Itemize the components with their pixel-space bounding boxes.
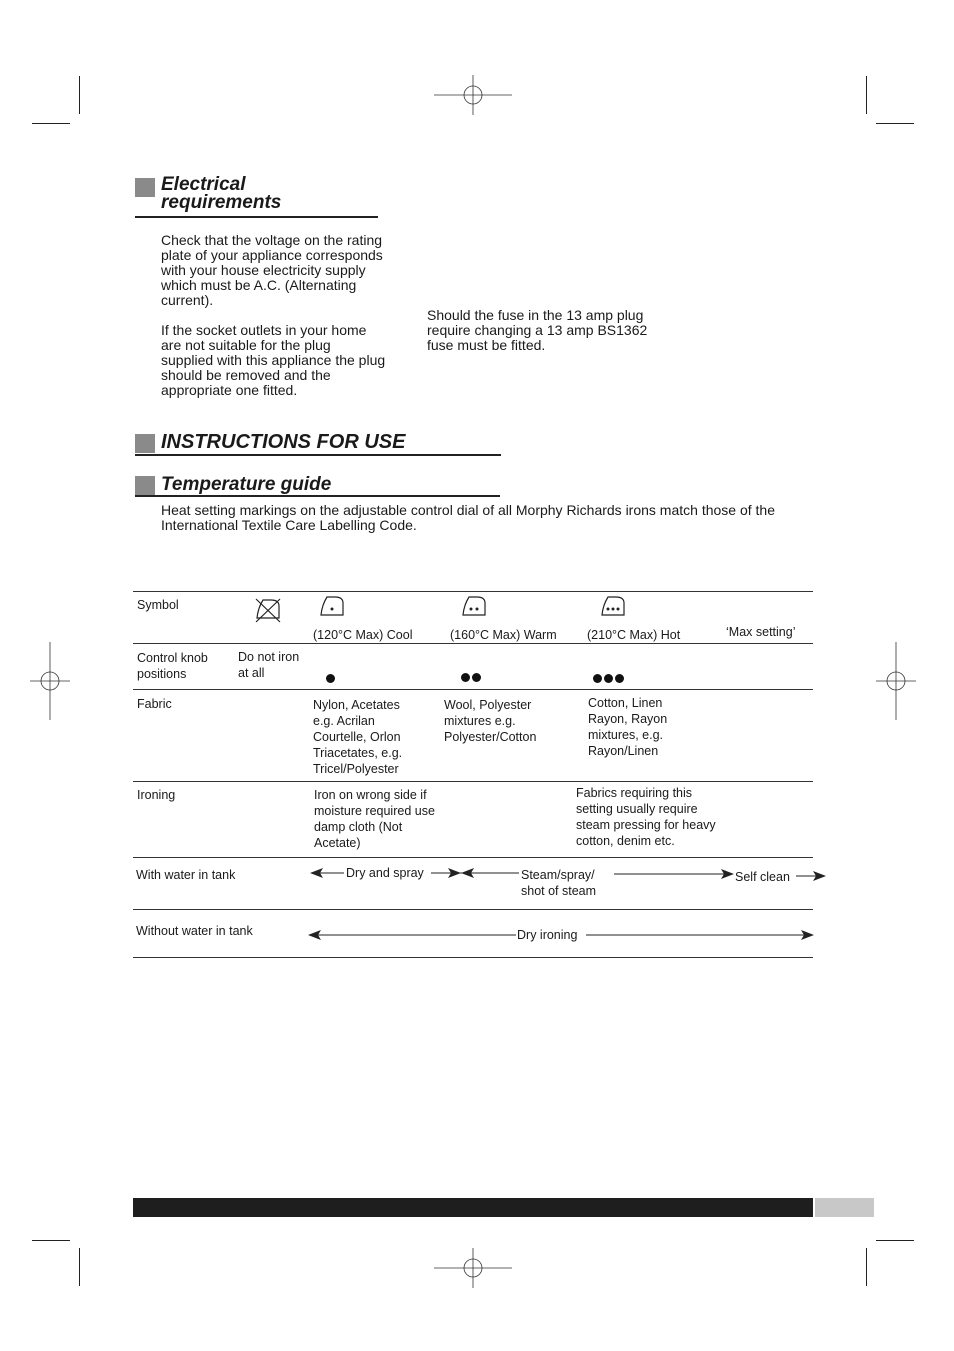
footer-page-tab xyxy=(815,1198,874,1217)
heading-marker xyxy=(135,476,155,495)
knob-dots-warm xyxy=(461,669,483,687)
arrow-right-head xyxy=(614,868,734,880)
heading-marker xyxy=(135,178,155,197)
ironing-hot: Fabrics requiring this setting usually require steam pressing for heavy cotton, denim etc. xyxy=(576,786,716,848)
instructions-heading: INSTRUCTIONS FOR USE xyxy=(161,431,406,453)
table-rule xyxy=(133,781,813,782)
electrical-heading-line2: requirements xyxy=(161,192,282,213)
row-label-with-water: With water in tank xyxy=(136,868,236,882)
heading-marker xyxy=(135,434,155,453)
with-water-steam: Steam/spray/ shot of steam xyxy=(521,868,597,898)
temperature-guide-intro: Heat setting markings on the adjustable control dial of all Morphy Richards irons match those of the International Textile Care Labelling Code. xyxy=(161,502,775,533)
registration-mark-left xyxy=(30,642,70,720)
instructions-heading-rule xyxy=(135,454,501,456)
iron-three-dot-icon xyxy=(599,594,627,618)
table-rule xyxy=(133,857,813,858)
row-label-ironing: Ironing xyxy=(137,788,176,802)
temperature-guide-rule xyxy=(135,495,500,497)
double-arrow-icon xyxy=(431,867,521,879)
row-label-without-water: Without water in tank xyxy=(136,924,253,938)
footer-bar xyxy=(133,1198,813,1217)
arrow-right-head xyxy=(586,929,814,941)
temp-cool: (120°C Max) Cool xyxy=(313,628,413,642)
knob-dots-cool xyxy=(326,670,337,688)
registration-mark-right xyxy=(876,642,916,720)
registration-mark-bottom xyxy=(434,1248,512,1288)
iron-one-dot-icon xyxy=(318,594,346,618)
with-water-dry-spray: Dry and spray xyxy=(346,866,424,880)
knob-dots-hot xyxy=(593,670,626,688)
fuse-note: Should the fuse in the 13 amp plug require changing a 13 amp BS1362 fuse must be fitted. xyxy=(427,307,648,353)
electrical-heading-rule xyxy=(135,216,378,218)
registration-mark-top xyxy=(434,75,512,115)
row-label-symbol: Symbol xyxy=(137,598,179,612)
socket-paragraph: If the socket outlets in your home are not suitable for the plug supplied with this appliance the plug should be removed and the appropriate one fitted. xyxy=(161,322,386,398)
temp-hot: (210°C Max) Hot xyxy=(587,628,681,642)
fabric-hot: Cotton, Linen Rayon, Rayon mixtures, e.g. Rayon/Linen xyxy=(588,696,668,758)
knob-do-not-iron: Do not iron at all xyxy=(238,650,300,680)
table-rule xyxy=(133,957,813,958)
row-label-knob: Control knob positions xyxy=(137,651,208,681)
temp-warm: (160°C Max) Warm xyxy=(450,628,557,642)
electrical-heading xyxy=(161,176,281,212)
fabric-warm: Wool, Polyester mixtures e.g. Polyester/Cotton xyxy=(444,698,537,744)
ironing-cool: Iron on wrong side if moisture required use damp cloth (Not Acetate) xyxy=(314,788,435,850)
with-water-self-clean: Self clean xyxy=(735,870,790,884)
iron-two-dot-icon xyxy=(460,594,488,618)
fabric-cool: Nylon, Acetates e.g. Acrilan Courtelle, Orlon Triacetates, e.g. Tricel/Polyester xyxy=(313,698,403,776)
electrical-body xyxy=(161,233,386,413)
table-rule xyxy=(133,689,813,690)
temperature-guide-heading: Temperature guide xyxy=(161,474,332,495)
table-rule xyxy=(133,643,813,644)
arrow-left-head xyxy=(310,867,346,879)
arrow-right-head xyxy=(796,870,826,882)
electrical-heading-line1: Electrical xyxy=(161,174,246,195)
voltage-paragraph: Check that the voltage on the rating plate of your appliance corresponds with your house electricity supply which must be A.C. (Alternating current). xyxy=(161,232,383,308)
temp-max-setting: ‘Max setting’ xyxy=(726,625,796,639)
arrow-left-head xyxy=(308,929,518,941)
table-rule xyxy=(133,591,813,592)
table-rule xyxy=(133,909,813,910)
row-label-fabric: Fabric xyxy=(137,697,172,711)
without-water-dry-ironing: Dry ironing xyxy=(517,928,578,942)
do-not-iron-icon xyxy=(254,596,282,624)
